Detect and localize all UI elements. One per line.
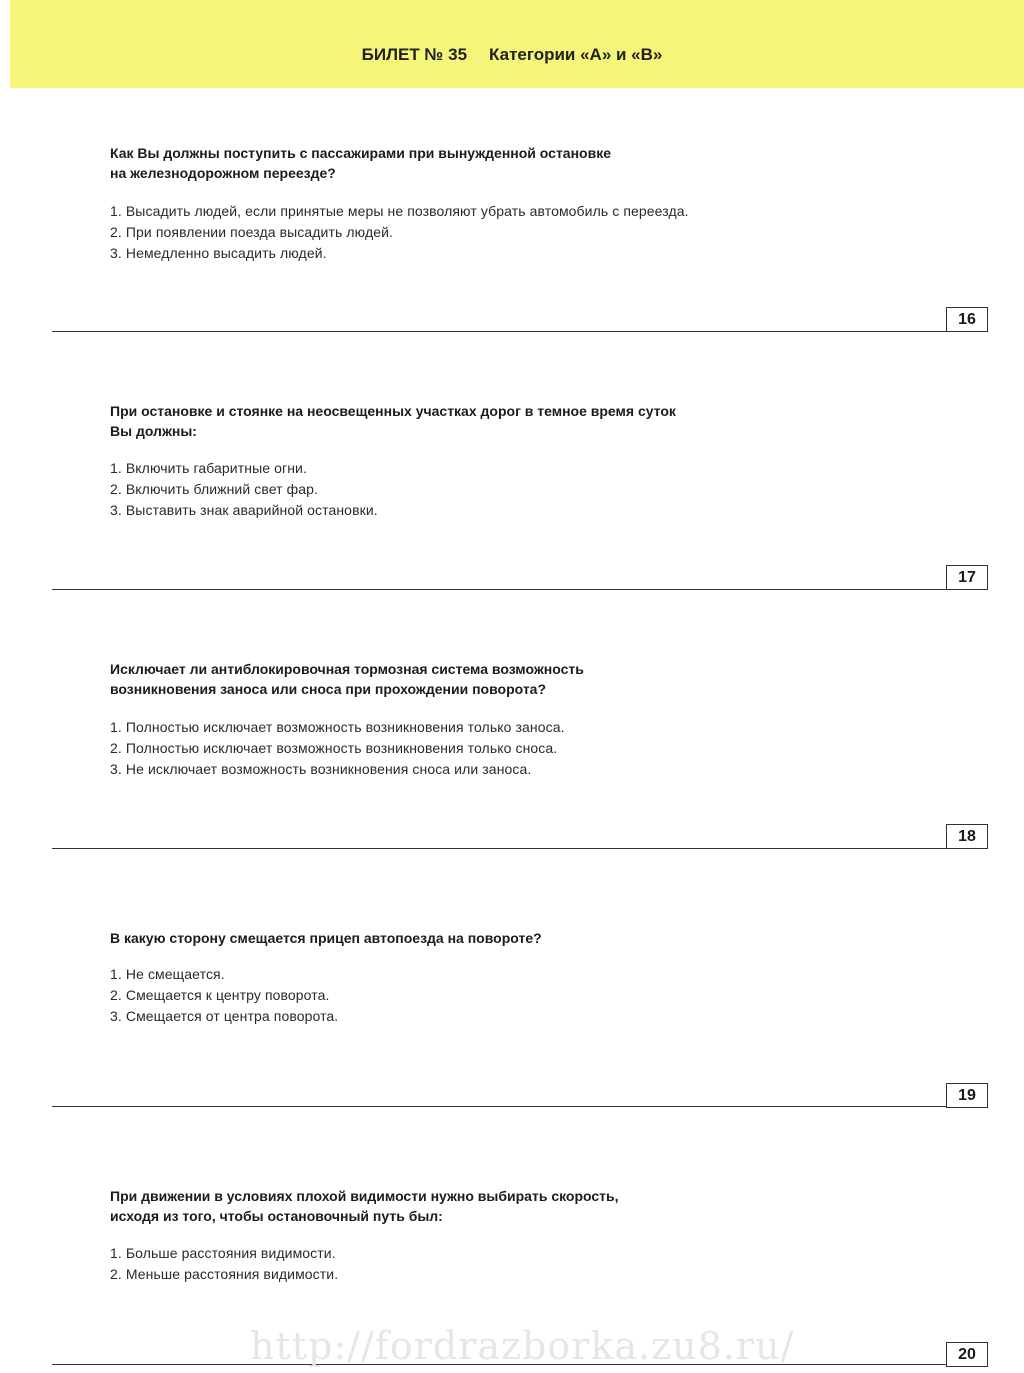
divider [52,331,946,332]
ticket-number: БИЛЕТ № 35 [361,45,468,64]
question-line: исходя из того, чтобы остановочный путь был: [110,1208,443,1224]
question-text [110,401,870,441]
answer-option[interactable]: 2. Меньше расстояния видимости. [110,1266,339,1282]
question-line: на железнодорожном переезде? [110,165,336,181]
question-line: При движении в условиях плохой видимости нужно выбирать скорость, [110,1188,619,1204]
divider [52,848,946,849]
question-line: возникновения заноса или сноса при прохождении поворота? [110,681,547,697]
answer-option[interactable]: 3. Немедленно высадить людей. [110,245,327,261]
answer-option[interactable]: 2. Смещается к центру поворота. [110,987,330,1003]
answer-option[interactable]: 1. Полностью исключает возможность возникновения только заноса. [110,719,565,735]
question-line: Как Вы должны поступить с пассажирами при вынужденной остановке [110,145,611,161]
answer-option[interactable]: 1. Больше расстояния видимости. [110,1245,336,1261]
answer-option[interactable]: 2. Включить ближний свет фар. [110,481,319,497]
answer-list [110,1243,890,1285]
answer-option[interactable]: 1. Включить габаритные огни. [110,460,307,476]
question-number-badge: 17 [946,565,988,590]
answer-list [110,717,890,780]
question-line: Исключает ли антиблокировочная тормозная система возможность [110,661,584,677]
question-text [110,928,870,948]
answer-option[interactable]: 2. При появлении поезда высадить людей. [110,224,394,240]
question-line: В какую сторону смещается прицеп автопоезда на повороте? [110,930,542,946]
question-line: Вы должны: [110,423,197,439]
answer-option[interactable]: 2. Полностью исключает возможность возникновения только сноса. [110,740,558,756]
answer-option[interactable]: 3. Не исключает возможность возникновения сноса или заноса. [110,761,532,777]
question-text [110,1186,870,1226]
question-number-badge: 19 [946,1083,988,1108]
question-number-badge: 18 [946,824,988,849]
question-line: При остановке и стоянке на неосвещенных участках дорог в темное время суток [110,403,676,419]
watermark-url: http://fordrazborka.zu8.ru/ [250,1324,795,1368]
ticket-categories: Категории «А» и «В» [489,45,663,64]
answer-option[interactable]: 1. Не смещается. [110,966,225,982]
question-number-badge: 16 [946,307,988,332]
question-text [110,659,870,699]
divider [52,589,946,590]
answer-option[interactable]: 3. Выставить знак аварийной остановки. [110,502,378,518]
answer-list [110,964,890,1027]
answer-option[interactable]: 1. Высадить людей, если принятые меры не позволяют убрать автомобиль с переезда. [110,203,689,219]
question-number-badge: 20 [946,1342,988,1367]
answer-list [110,458,890,521]
answer-option[interactable]: 3. Смещается от центра поворота. [110,1008,339,1024]
divider [52,1106,946,1107]
